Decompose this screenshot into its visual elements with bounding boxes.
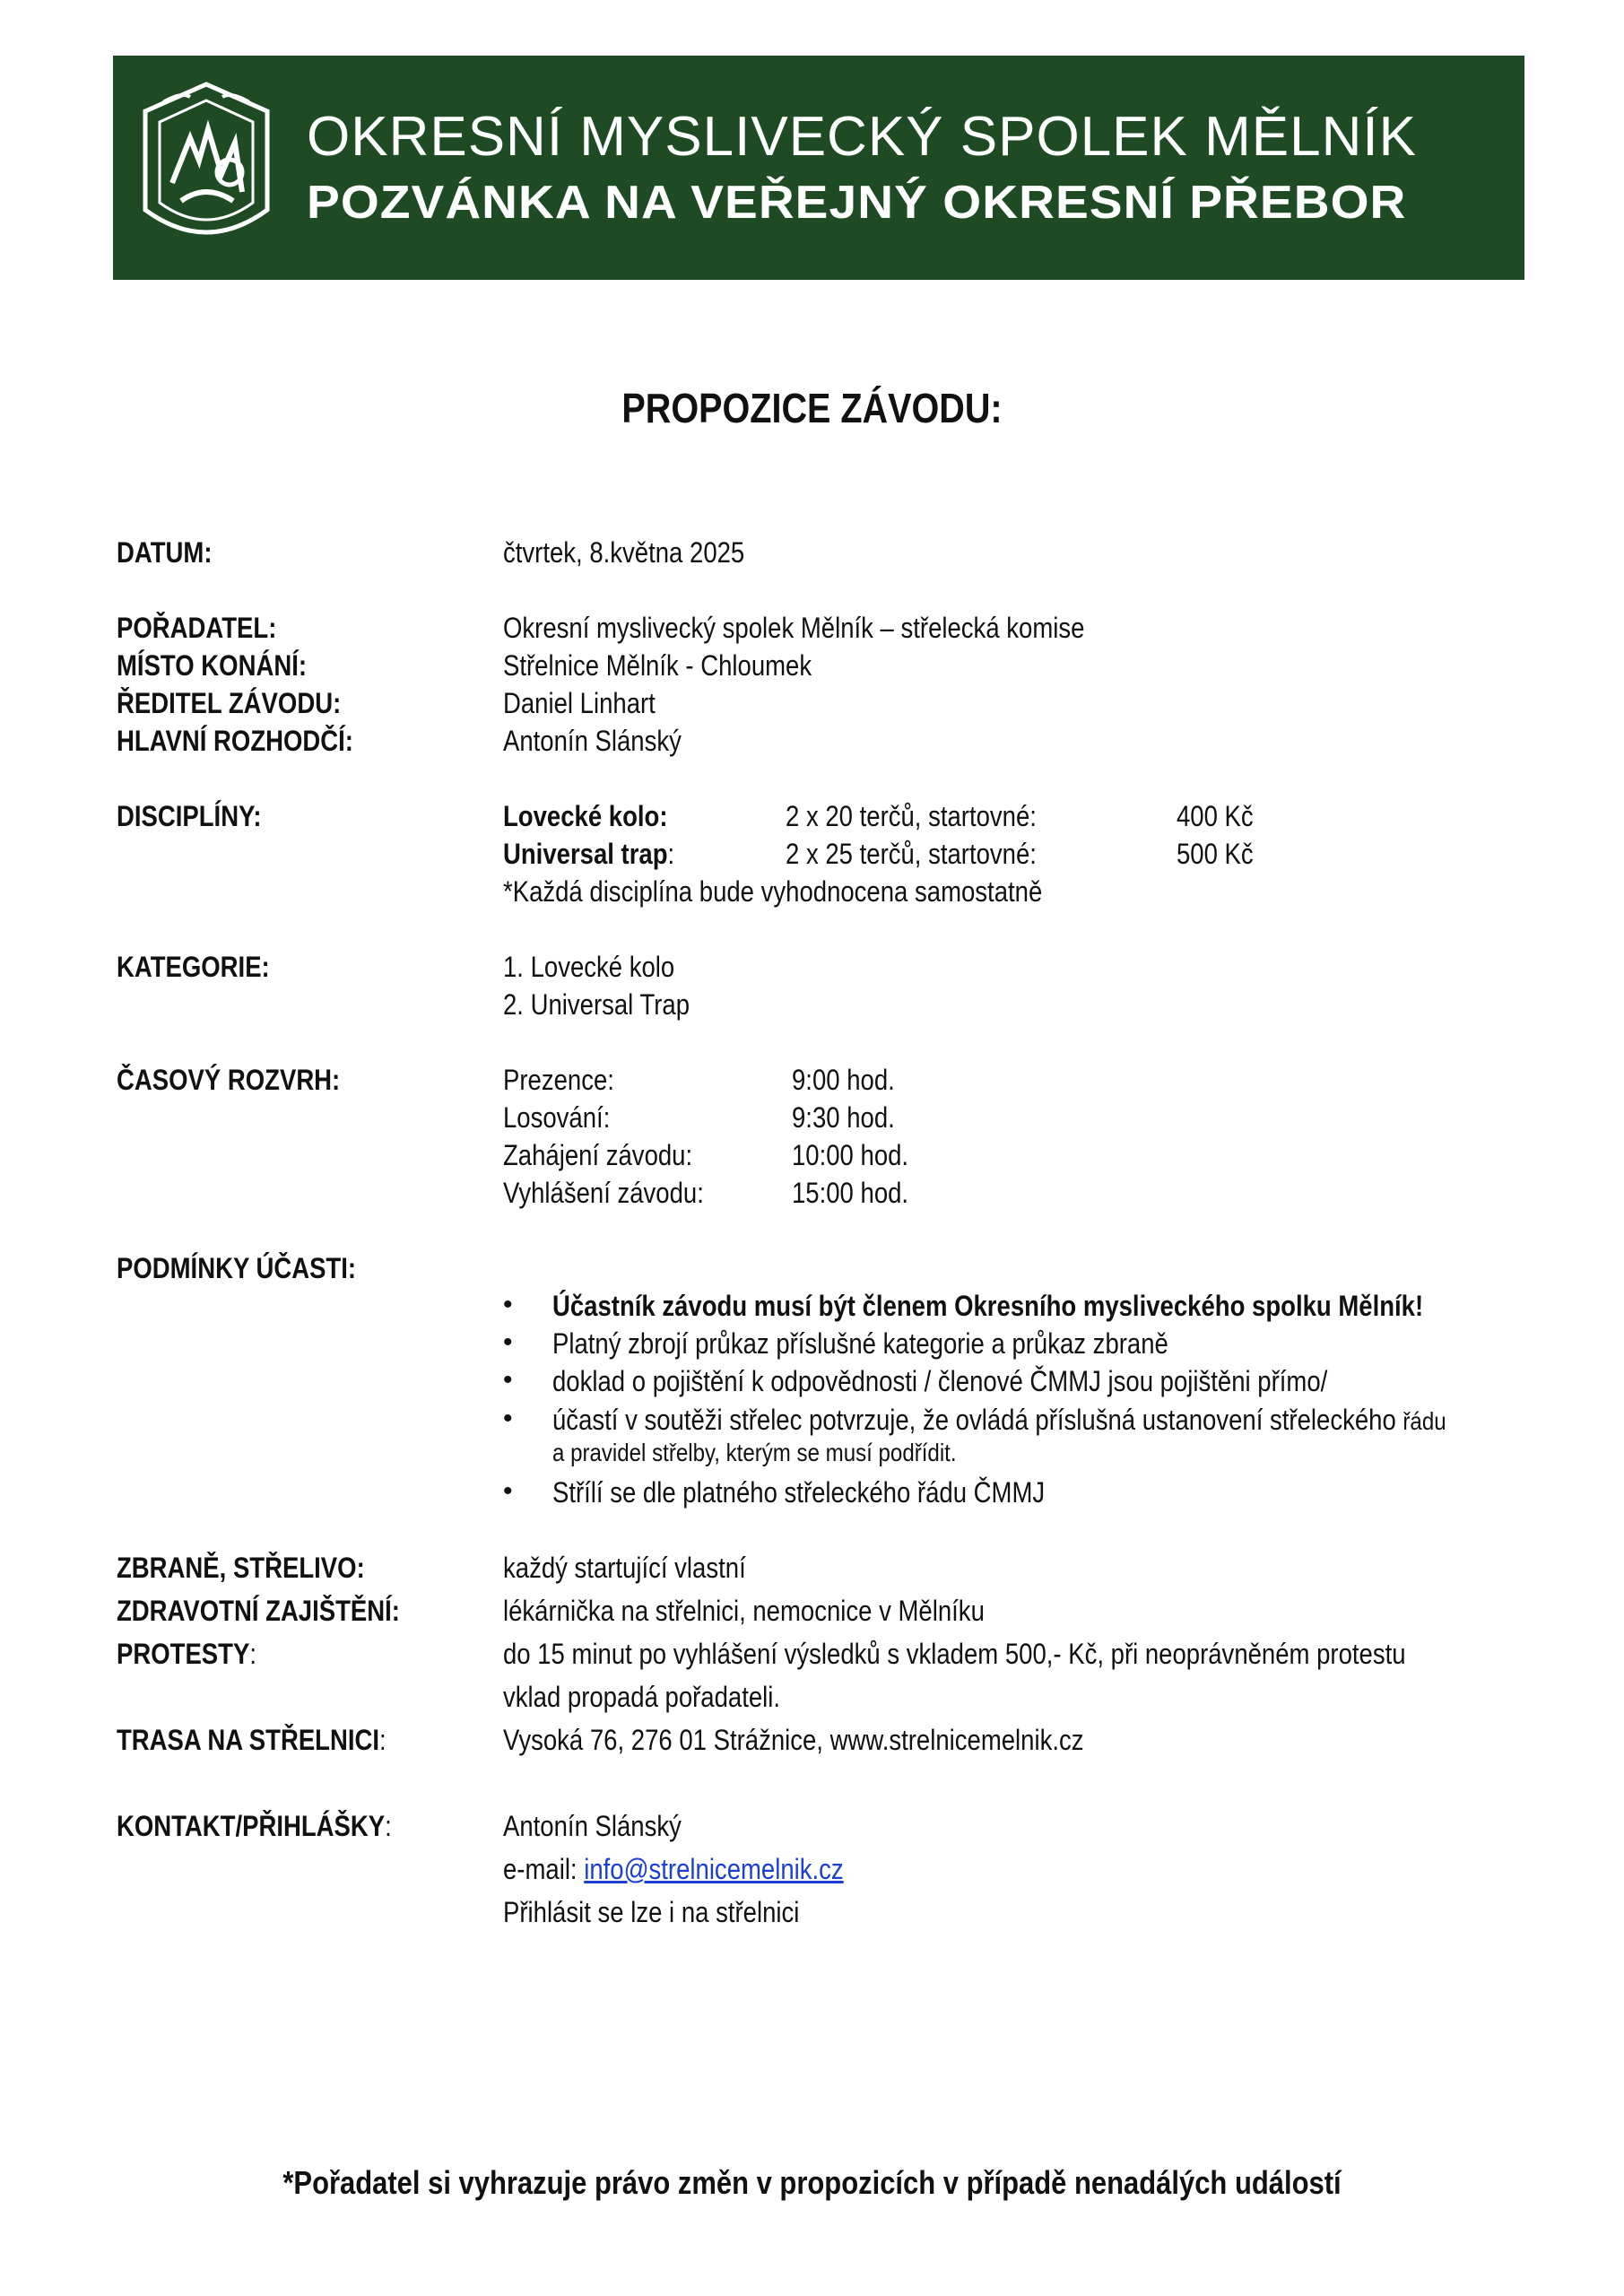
header-banner — [113, 56, 1524, 280]
contact-email-line — [503, 1855, 844, 1883]
document-title: PROPOZICE ZÁVODU: — [621, 385, 1003, 431]
label-protesty-text: PROTESTY — [117, 1638, 250, 1670]
condition-item — [552, 1405, 1446, 1434]
condition-text: účastí v soutěži střelec potvrzuje, že ovládá příslušná ustanovení střeleckého — [552, 1404, 1396, 1436]
email-prefix: e-mail: — [503, 1853, 585, 1885]
value-poradatel: Okresní myslivecký spolek Mělník – střelecká komise — [503, 612, 1085, 644]
label-reditel: ŘEDITEL ZÁVODU: — [117, 687, 342, 719]
schedule-event: Zahájení závodu: — [503, 1139, 693, 1171]
category-item: 1. Lovecké kolo — [503, 951, 675, 983]
label-kategorie: KATEGORIE: — [117, 951, 270, 983]
condition-text-tail: řádu — [1403, 1407, 1446, 1435]
discipline-fee: 400 Kč — [1177, 800, 1254, 832]
schedule-event: Losování: — [503, 1101, 611, 1134]
label-misto: MÍSTO KONÁNÍ: — [117, 649, 308, 682]
email-link[interactable]: info@strelnicemelnik.cz — [584, 1853, 844, 1885]
bullet-icon: • — [503, 1327, 513, 1357]
condition-continuation: a pravidel střelby, kterým se musí podřídit. — [552, 1439, 957, 1466]
label-zdravotni: ZDRAVOTNÍ ZAJIŠTĚNÍ: — [117, 1595, 400, 1627]
label-datum: DATUM: — [117, 536, 213, 569]
label-rozhodci: HLAVNÍ ROZHODČÍ: — [117, 725, 353, 757]
contact-note: Přihlásit se lze i na střelnici — [503, 1896, 800, 1928]
label-zbrane: ZBRANĚ, STŘELIVO: — [117, 1552, 365, 1584]
schedule-time: 9:30 hod. — [792, 1101, 895, 1134]
bullet-icon: • — [503, 1404, 513, 1433]
cmmj-logo — [136, 75, 276, 260]
bullet-icon: • — [503, 1365, 513, 1395]
label-trasa-colon: : — [379, 1724, 386, 1756]
discipline-targets: 2 x 20 terčů, startovné: — [786, 800, 1037, 832]
condition-item: Platný zbrojí průkaz příslušné kategorie a průkaz zbraně — [552, 1327, 1168, 1360]
label-kontakt — [117, 1812, 392, 1840]
value-trasa: Vysoká 76, 276 01 Strážnice, www.strelnicemelnik.cz — [503, 1724, 1084, 1756]
condition-item: Účastník závodu musí být členem Okresního mysliveckého spolku Mělník! — [552, 1290, 1424, 1322]
value-rozhodci: Antonín Slánský — [503, 725, 682, 757]
bullet-icon: • — [503, 1476, 513, 1506]
schedule-time: 9:00 hod. — [792, 1064, 895, 1096]
label-podminky: PODMÍNKY ÚČASTI: — [117, 1252, 357, 1284]
label-protesty-colon: : — [249, 1638, 256, 1670]
invitation-subtitle: POZVÁNKA NA VEŘEJNÝ OKRESNÍ PŘEBOR — [307, 177, 1407, 229]
schedule-time: 15:00 hod. — [792, 1177, 909, 1209]
value-zdravotni: lékárnička na střelnici, nemocnice v Mělníku — [503, 1595, 985, 1627]
footer-note: *Pořadatel si vyhrazuje právo změn v propozicích v případě nenadálých událostí — [282, 2164, 1342, 2201]
discipline-name-colon: : — [667, 838, 675, 870]
discipline-targets: 2 x 25 terčů, startovné: — [786, 838, 1037, 870]
label-poradatel: POŘADATEL: — [117, 612, 277, 644]
organization-title: OKRESNÍ MYSLIVECKÝ SPOLEK MĚLNÍK — [307, 106, 1417, 168]
value-zbrane: každý startující vlastní — [503, 1552, 746, 1584]
value-reditel: Daniel Linhart — [503, 687, 656, 719]
discipline-note: *Každá disciplína bude vyhodnocena samostatně — [503, 875, 1043, 908]
discipline-name — [503, 839, 674, 868]
discipline-fee: 500 Kč — [1177, 838, 1254, 870]
condition-item: doklad o pojištění k odpovědnosti / členové ČMMJ jsou pojištěni přímo/ — [552, 1365, 1328, 1397]
label-trasa-text: TRASA NA STŘELNICI — [117, 1724, 380, 1756]
value-protesty: do 15 minut po vyhlášení výsledků s vkladem 500,- Kč, při neoprávněném protestu — [503, 1638, 1406, 1670]
cmmj-emblem-icon — [136, 75, 276, 260]
discipline-name: Lovecké kolo: — [503, 800, 668, 832]
discipline-name-text: Universal trap — [503, 838, 668, 870]
bullet-icon: • — [503, 1290, 513, 1319]
contact-name: Antonín Slánský — [503, 1810, 682, 1842]
label-rozvrh: ČASOVÝ ROZVRH: — [117, 1064, 341, 1096]
label-protesty — [117, 1639, 256, 1668]
schedule-event: Vyhlášení závodu: — [503, 1177, 704, 1209]
schedule-event: Prezence: — [503, 1064, 614, 1096]
value-protesty-cont: vklad propadá pořadateli. — [503, 1681, 781, 1713]
value-misto: Střelnice Mělník - Chloumek — [503, 649, 812, 682]
value-datum: čtvrtek, 8.května 2025 — [503, 536, 745, 569]
schedule-time: 10:00 hod. — [792, 1139, 909, 1171]
condition-item: Střílí se dle platného střeleckého řádu ČMMJ — [552, 1476, 1046, 1509]
label-trasa — [117, 1726, 386, 1754]
category-item: 2. Universal Trap — [503, 988, 690, 1021]
label-kontakt-colon: : — [385, 1810, 392, 1842]
label-kontakt-text: KONTAKT/PŘIHLÁŠKY — [117, 1810, 386, 1842]
label-discipliny: DISCIPLÍNY: — [117, 800, 262, 832]
